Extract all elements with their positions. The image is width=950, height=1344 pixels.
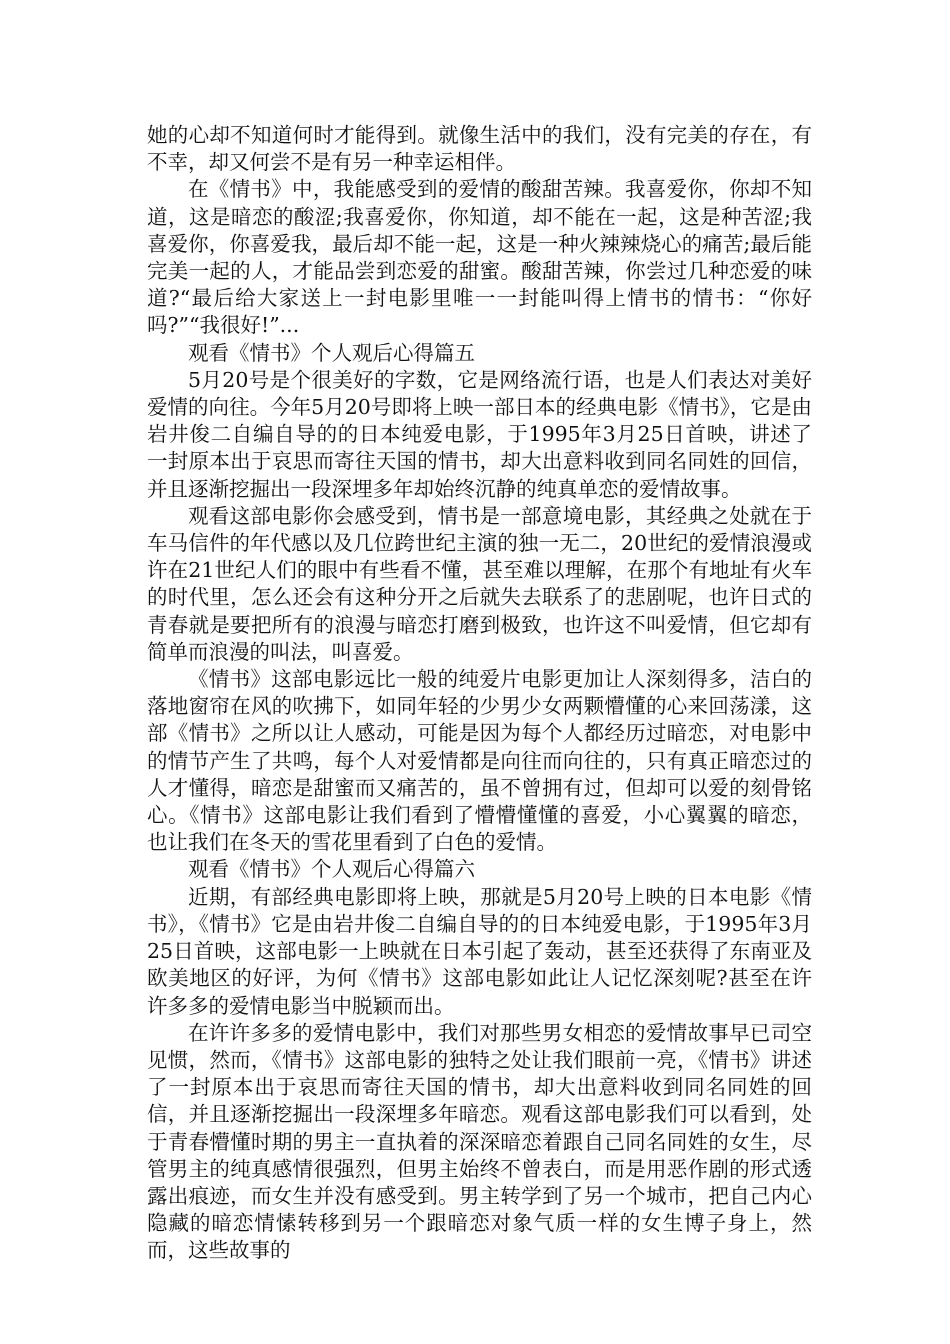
paragraph-body: 观看这部电影你会感受到，情书是一部意境电影，其经典之处就在于车马信件的年代感以及几位跨世纪主演的独一无二，20世纪的爱情浪漫或许在21世纪人们的眼中有些看不懂，甚至难以理解，在那个有地址有火车的时代里，怎么还会有这种分开之后就失去联系了的悲剧呢，也许日式的青春就是要把所有的浪漫与暗恋打磨到极致，也许这不叫爱情，但它却有简单而浪漫的叫法，叫喜爱。 [147,503,812,664]
paragraph-body: 《情书》这部电影远比一般的纯爱片电影更加让人深刻得多，洁白的落地窗帘在风的吹拂下，如同年轻的少男少女两颗懵懂的心来回荡漾，这部《情书》之所以让人感动，可能是因为每个人都经历过暗恋，对电影中的情节产生了共鸣，每个人对爱情都是向往而向往的，只有真正暗恋过的人才懂得，暗恋是甜蜜而又痛苦的，虽不曾拥有过，但却可以爱的刻骨铭心。《情书》这部电影让我们看到了懵懵懂懂的喜爱，小心翼翼的暗恋，也让我们在冬天的雪花里看到了白色的爱情。 [147,667,812,855]
paragraph-body: 5月20号是个很美好的字数，它是网络流行语，也是人们表达对美好爱情的向往。今年5月20号即将上映一部日本的经典电影《情书》，它是由岩井俊二自编自导的的日本纯爱电影，于1995年3月25日首映，讲述了一封原本出于哀思而寄往天国的情书，却大出意料收到同名同姓的回信，并且逐渐挖掘出一段深埋多年却始终沉静的纯真单恋的爱情故事。 [147,367,812,501]
section-heading: 观看《情书》个人观后心得篇五 [188,340,475,365]
paragraph-body: 近期，有部经典电影即将上映，那就是5月20号上映的日本电影《情书》，《情书》它是由岩井俊二自编自导的的日本纯爱电影，于1995年3月25日首映，这部电影一上映就在日本引起了轰动，甚至还获得了东南亚及欧美地区的好评，为何《情书》这部电影如此让人记忆深刻呢?甚至在许许多多的爱情电影当中脱颖而出。 [147,884,812,1018]
document-page [147,122,812,1265]
paragraph-body: 在《情书》中，我能感受到的爱情的酸甜苦辣。我喜爱你，你却不知道，这是暗恋的酸涩;我喜爱你，你知道，却不能在一起，这是种苦涩;我喜爱你，你喜爱我，最后却不能一起，这是一种火辣辣烧心的痛苦;最后能完美一起的人，才能品尝到恋爱的甜蜜。酸甜苦辣，你尝过几种恋爱的味道?“最后给大家送上一封电影里唯一一封能叫得上情书的情书：“你好吗?”“我很好!”... [147,177,812,338]
paragraph-continuation: 她的心却不知道何时才能得到。就像生活中的我们，没有完美的存在，有不幸，却又何尝不是有另一种幸运相伴。 [147,123,812,175]
section-heading: 观看《情书》个人观后心得篇六 [188,857,475,882]
paragraph-body: 在许许多多的爱情电影中，我们对那些男女相恋的爱情故事早已司空见惯，然而，《情书》这部电影的独特之处让我们眼前一亮，《情书》讲述了一封原本出于哀思而寄往天国的情书，却大出意料收到同名同姓的回信，并且逐渐挖掘出一段深埋多年暗恋。观看这部电影我们可以看到，处于青春懵懂时期的男主一直执着的深深暗恋着跟自己同名同姓的女生，尽管男主的纯真感情很强烈，但男主始终不曾表白，而是用恶作剧的形式透露出痕迹，而女生并没有感受到。男主转学到了另一个城市，把自己内心隐藏的暗恋情愫转移到另一个跟暗恋对象气质一样的女生博子身上，然而，这些故事的 [147,1020,812,1263]
